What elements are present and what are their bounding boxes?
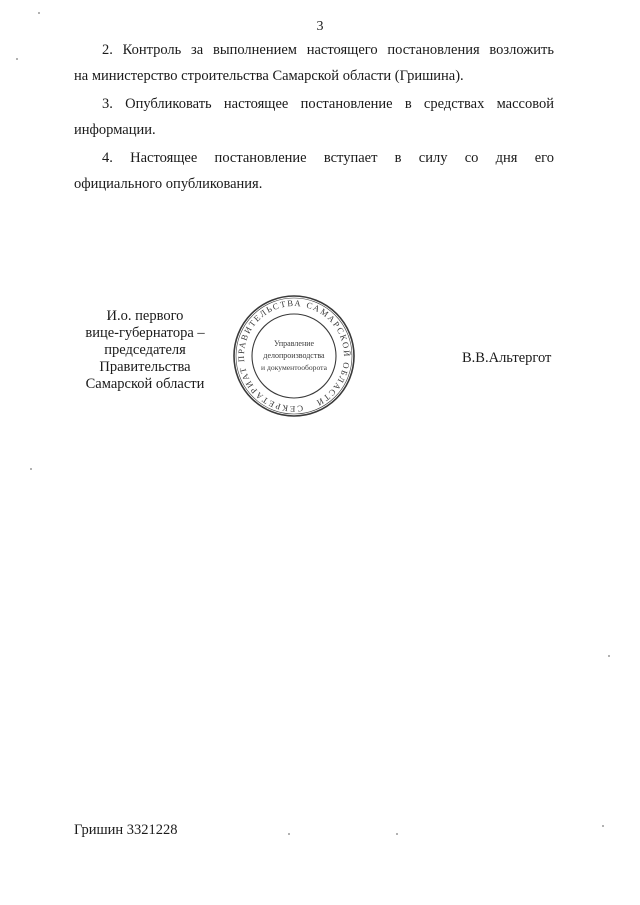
paragraph-line: 2. Контроль за выполнением настоящего постановления возложить: [102, 42, 554, 58]
paragraph-line: 3. Опубликовать настоящее постановление в средствах массовой: [102, 96, 554, 112]
signature-title-line: вице-губернатора –: [85, 325, 205, 341]
stamp-center-line: и документооборота: [261, 363, 327, 372]
scan-speck: [602, 825, 604, 827]
executor-contact: Гришин 3321228: [74, 822, 178, 838]
stamp-center-line: делопроизводства: [263, 351, 325, 360]
paragraph-3: [74, 92, 554, 143]
scan-speck: [38, 12, 40, 14]
stamp-center-line: Управление: [273, 339, 315, 348]
signature-title-line: Самарской области: [85, 376, 205, 392]
paragraph-line: официального опубликования.: [74, 175, 263, 192]
official-stamp: [232, 294, 356, 418]
paragraph-4: [74, 146, 554, 197]
paragraph-line: на министерство строительства Самарской области (Гришина).: [74, 67, 464, 84]
paragraph-line: информации.: [74, 121, 156, 138]
scan-speck: [30, 468, 32, 470]
page-number: 3: [316, 19, 324, 34]
paragraph-line: 4. Настоящее постановление вступает в силу со дня его: [102, 150, 554, 166]
scan-speck: [16, 58, 18, 60]
scan-speck: [288, 833, 290, 835]
stamp-ring-path: СЕКРЕТАРИАТ ПРАВИТЕЛЬСТВА САМАРСКОЙ ОБЛАСТИ: [235, 297, 353, 415]
paragraph-2: [74, 38, 554, 89]
signature-title: [60, 308, 230, 393]
scan-speck: [396, 833, 398, 835]
signature-title-line: И.о. первого: [106, 308, 184, 324]
signature-title-line: председателя Правительства: [99, 342, 191, 375]
scan-speck: [608, 655, 610, 657]
signer-name: В.В.Альтергот: [462, 350, 552, 366]
